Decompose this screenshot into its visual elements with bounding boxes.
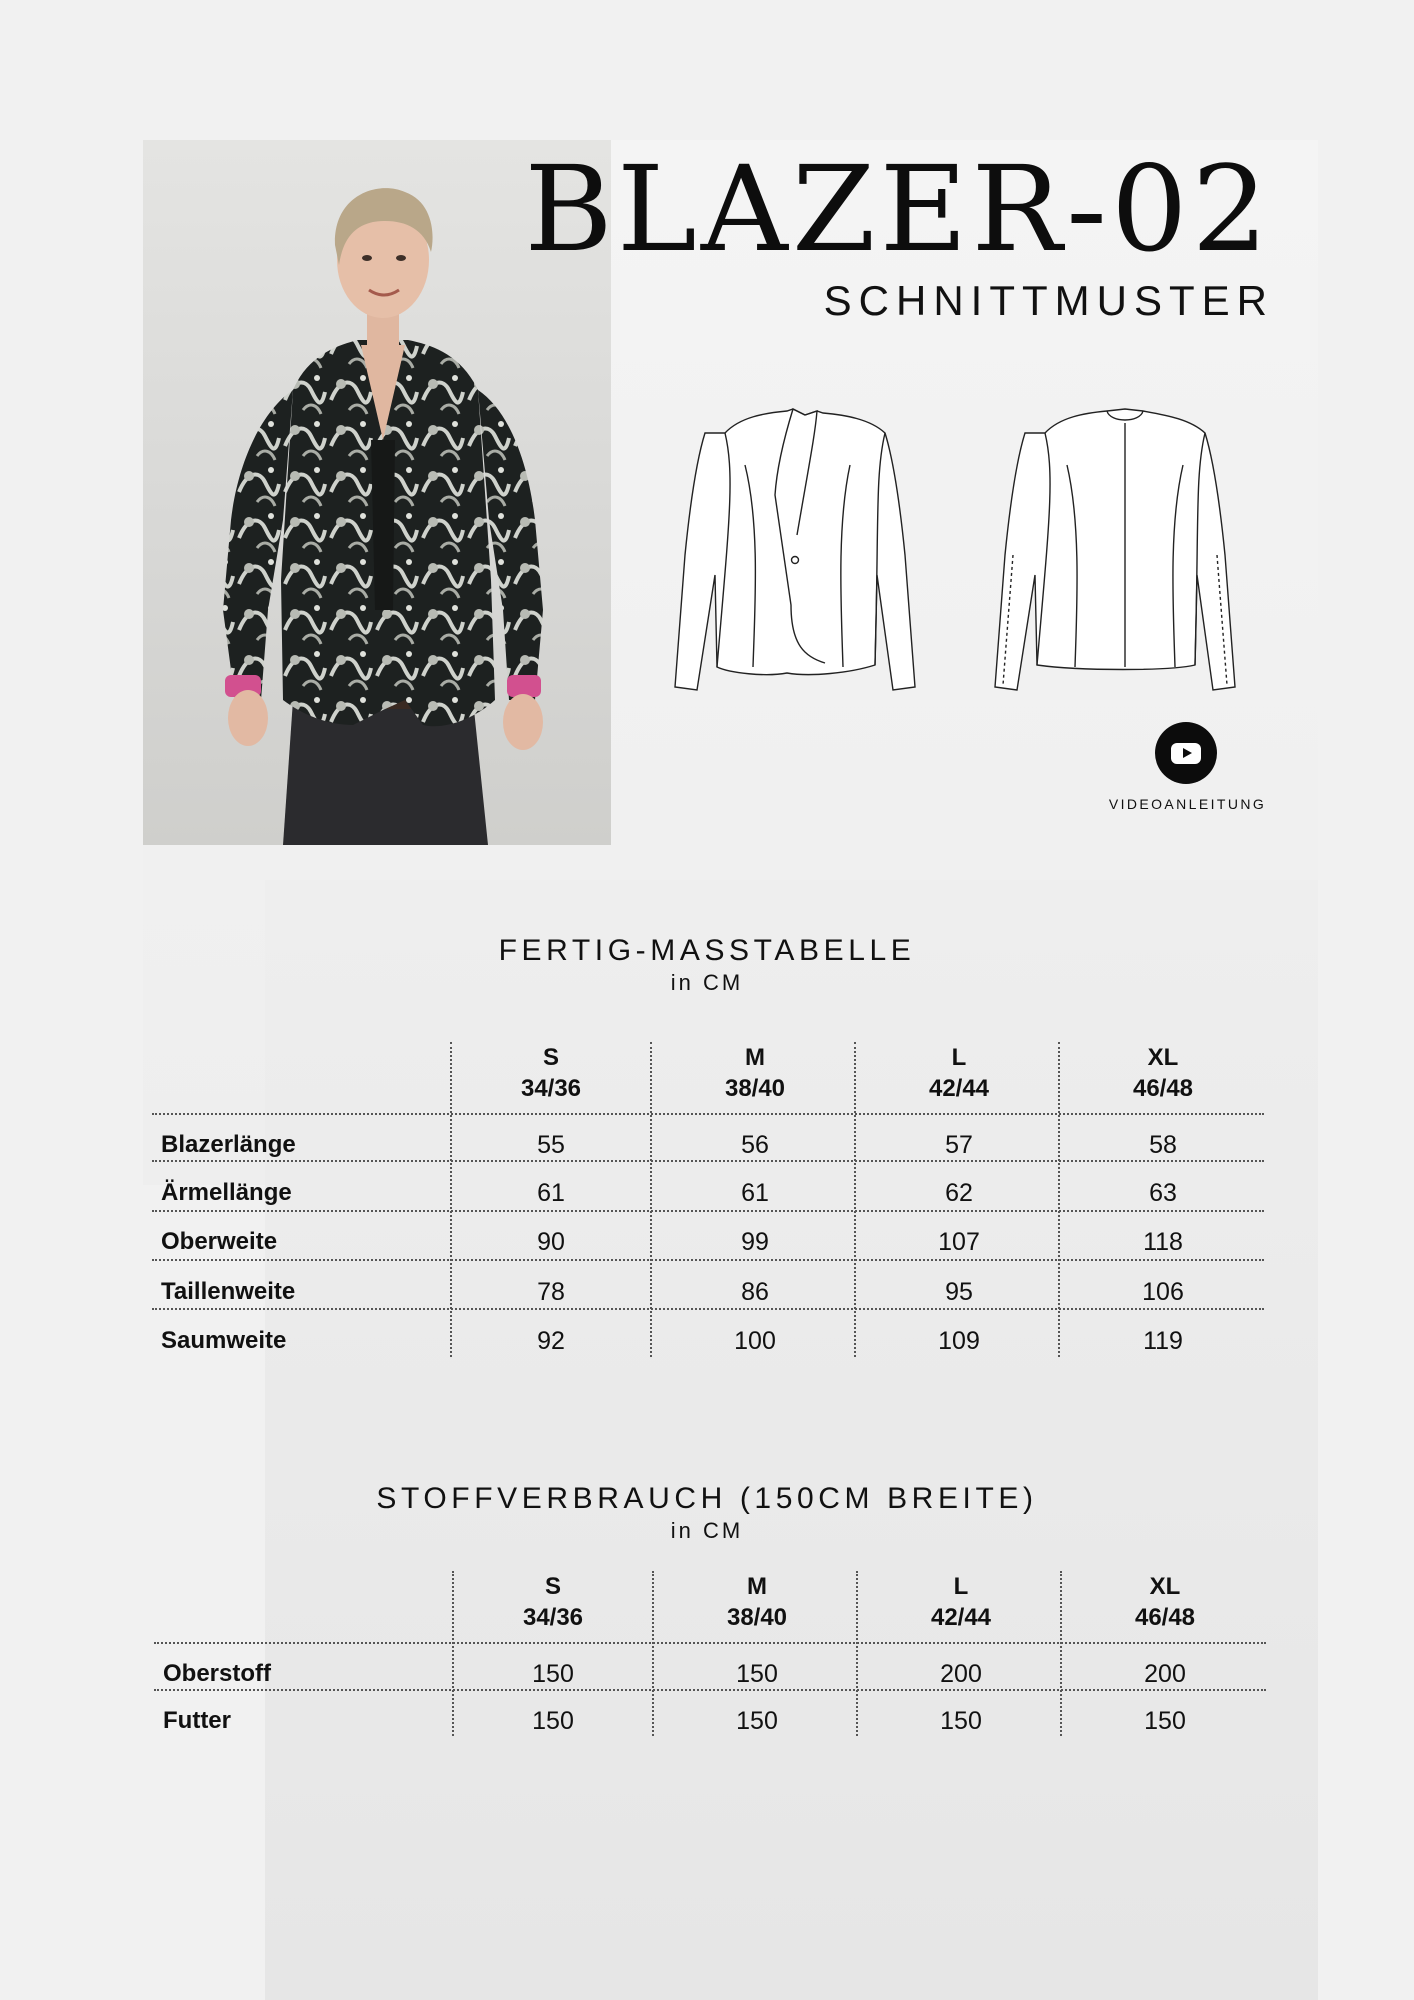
table-cell: 95 — [945, 1278, 973, 1306]
fabric-table — [154, 1571, 1266, 1736]
header-size-l: L 42/44 — [928, 1044, 990, 1102]
table-cell: 63 — [1149, 1179, 1177, 1207]
table-cell: 107 — [938, 1228, 980, 1256]
table-cell: 106 — [1142, 1278, 1184, 1306]
row-label: Oberweite — [161, 1228, 278, 1255]
fabric-title: STOFFVERBRAUCH (150CM BREITE) — [376, 1482, 1038, 1515]
row-divider — [152, 1160, 1264, 1162]
table-cell: 150 — [1144, 1707, 1186, 1735]
table-cell: 150 — [940, 1707, 982, 1735]
table-cell: 150 — [736, 1707, 778, 1735]
technical-flats — [665, 405, 1285, 705]
table-cell: 119 — [1143, 1327, 1183, 1355]
table-cell: 58 — [1149, 1131, 1177, 1159]
table-cell: 200 — [940, 1660, 982, 1688]
row-divider — [154, 1689, 1266, 1691]
video-button[interactable] — [1155, 722, 1217, 784]
measurements-table — [152, 1042, 1264, 1357]
header-size-xl: XL 46/48 — [1132, 1044, 1194, 1102]
row-divider — [152, 1210, 1264, 1212]
table-cell: 118 — [1143, 1228, 1183, 1256]
row-label: Taillenweite — [161, 1278, 296, 1305]
row-label: Oberstoff — [163, 1660, 271, 1687]
table-cell: 109 — [938, 1327, 980, 1355]
table-cell: 57 — [945, 1131, 973, 1159]
table-cell: 56 — [741, 1131, 769, 1159]
table-cell: 150 — [736, 1660, 778, 1688]
table-cell: 92 — [537, 1327, 565, 1355]
table-cell: 100 — [734, 1327, 776, 1355]
table-cell: 99 — [741, 1228, 769, 1256]
row-label: Ärmellänge — [161, 1179, 292, 1206]
table-cell: 150 — [532, 1660, 574, 1688]
measurements-unit: in CM — [670, 970, 744, 995]
table-cell: 61 — [741, 1179, 769, 1207]
header-size-s: S 34/36 — [522, 1573, 584, 1631]
row-divider — [154, 1642, 1266, 1644]
header-size-s: S 34/36 — [520, 1044, 582, 1102]
table-cell: 62 — [945, 1179, 973, 1207]
header-size-l: L 42/44 — [930, 1573, 992, 1631]
fabric-unit: in CM — [670, 1518, 744, 1543]
row-divider — [152, 1113, 1264, 1115]
row-label: Blazerlänge — [161, 1131, 296, 1158]
page-title: BLAZER-02 — [524, 140, 1272, 278]
header-size-xl: XL 46/48 — [1134, 1573, 1196, 1631]
measurements-title: FERTIG-MASSTABELLE — [498, 934, 916, 967]
table-cell: 61 — [537, 1179, 565, 1207]
table-cell: 78 — [537, 1278, 565, 1306]
row-divider — [152, 1259, 1264, 1261]
youtube-play-icon — [1171, 743, 1201, 764]
flat-back — [995, 409, 1235, 690]
header-size-m: M 38/40 — [724, 1044, 786, 1102]
table-cell: 90 — [537, 1228, 565, 1256]
video-label[interactable]: VIDEOANLEITUNG — [1108, 796, 1267, 812]
flat-front — [675, 409, 915, 690]
table-cell: 200 — [1144, 1660, 1186, 1688]
table-cell: 55 — [537, 1131, 565, 1159]
table-cell: 150 — [532, 1707, 574, 1735]
page-subtitle: SCHNITTMUSTER — [823, 277, 1274, 324]
row-divider — [152, 1308, 1264, 1310]
table-cell: 86 — [741, 1278, 769, 1306]
row-label: Futter — [163, 1707, 231, 1734]
row-label: Saumweite — [161, 1327, 287, 1354]
header-size-m: M 38/40 — [726, 1573, 788, 1631]
